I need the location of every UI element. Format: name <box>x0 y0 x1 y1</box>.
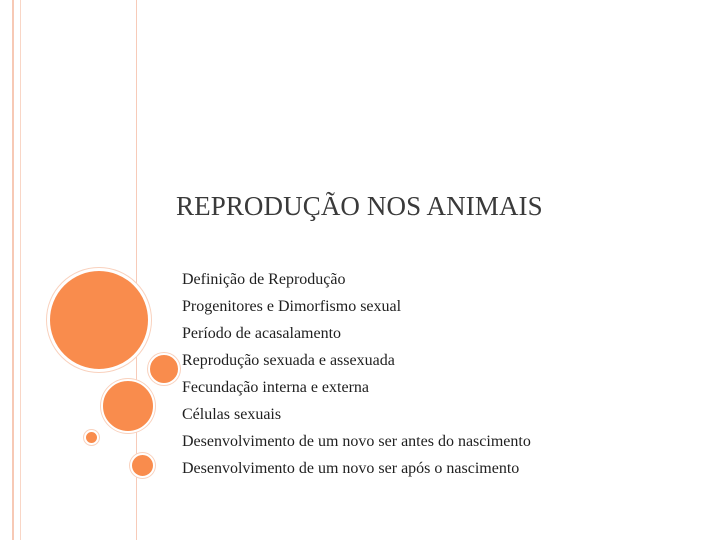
bullet-item: Desenvolvimento de um novo ser após o nascimento <box>182 460 520 477</box>
slide-title: REPRODUÇÃO NOS ANIMAIS <box>176 191 543 221</box>
bullet-item: Fecundação interna e externa <box>182 379 370 396</box>
bullet-list <box>182 270 531 486</box>
decorative-circle-medium <box>101 379 155 433</box>
decorative-circle-tiny <box>84 430 99 445</box>
decorative-band-line <box>12 0 14 540</box>
bullet-item: Definição de Reprodução <box>182 271 346 288</box>
decorative-band-line <box>20 0 21 540</box>
decorative-circle-small <box>130 453 155 478</box>
bullet-item: Período de acasalamento <box>182 325 342 342</box>
bullet-item: Progenitores e Dimorfismo sexual <box>182 298 402 315</box>
bullet-item: Desenvolvimento de um novo ser antes do nascimento <box>182 433 531 450</box>
decorative-circle-small <box>148 353 180 385</box>
decorative-circle-large <box>47 268 151 372</box>
bullet-item: Células sexuais <box>182 406 282 423</box>
bullet-item: Reprodução sexuada e assexuada <box>182 352 395 369</box>
